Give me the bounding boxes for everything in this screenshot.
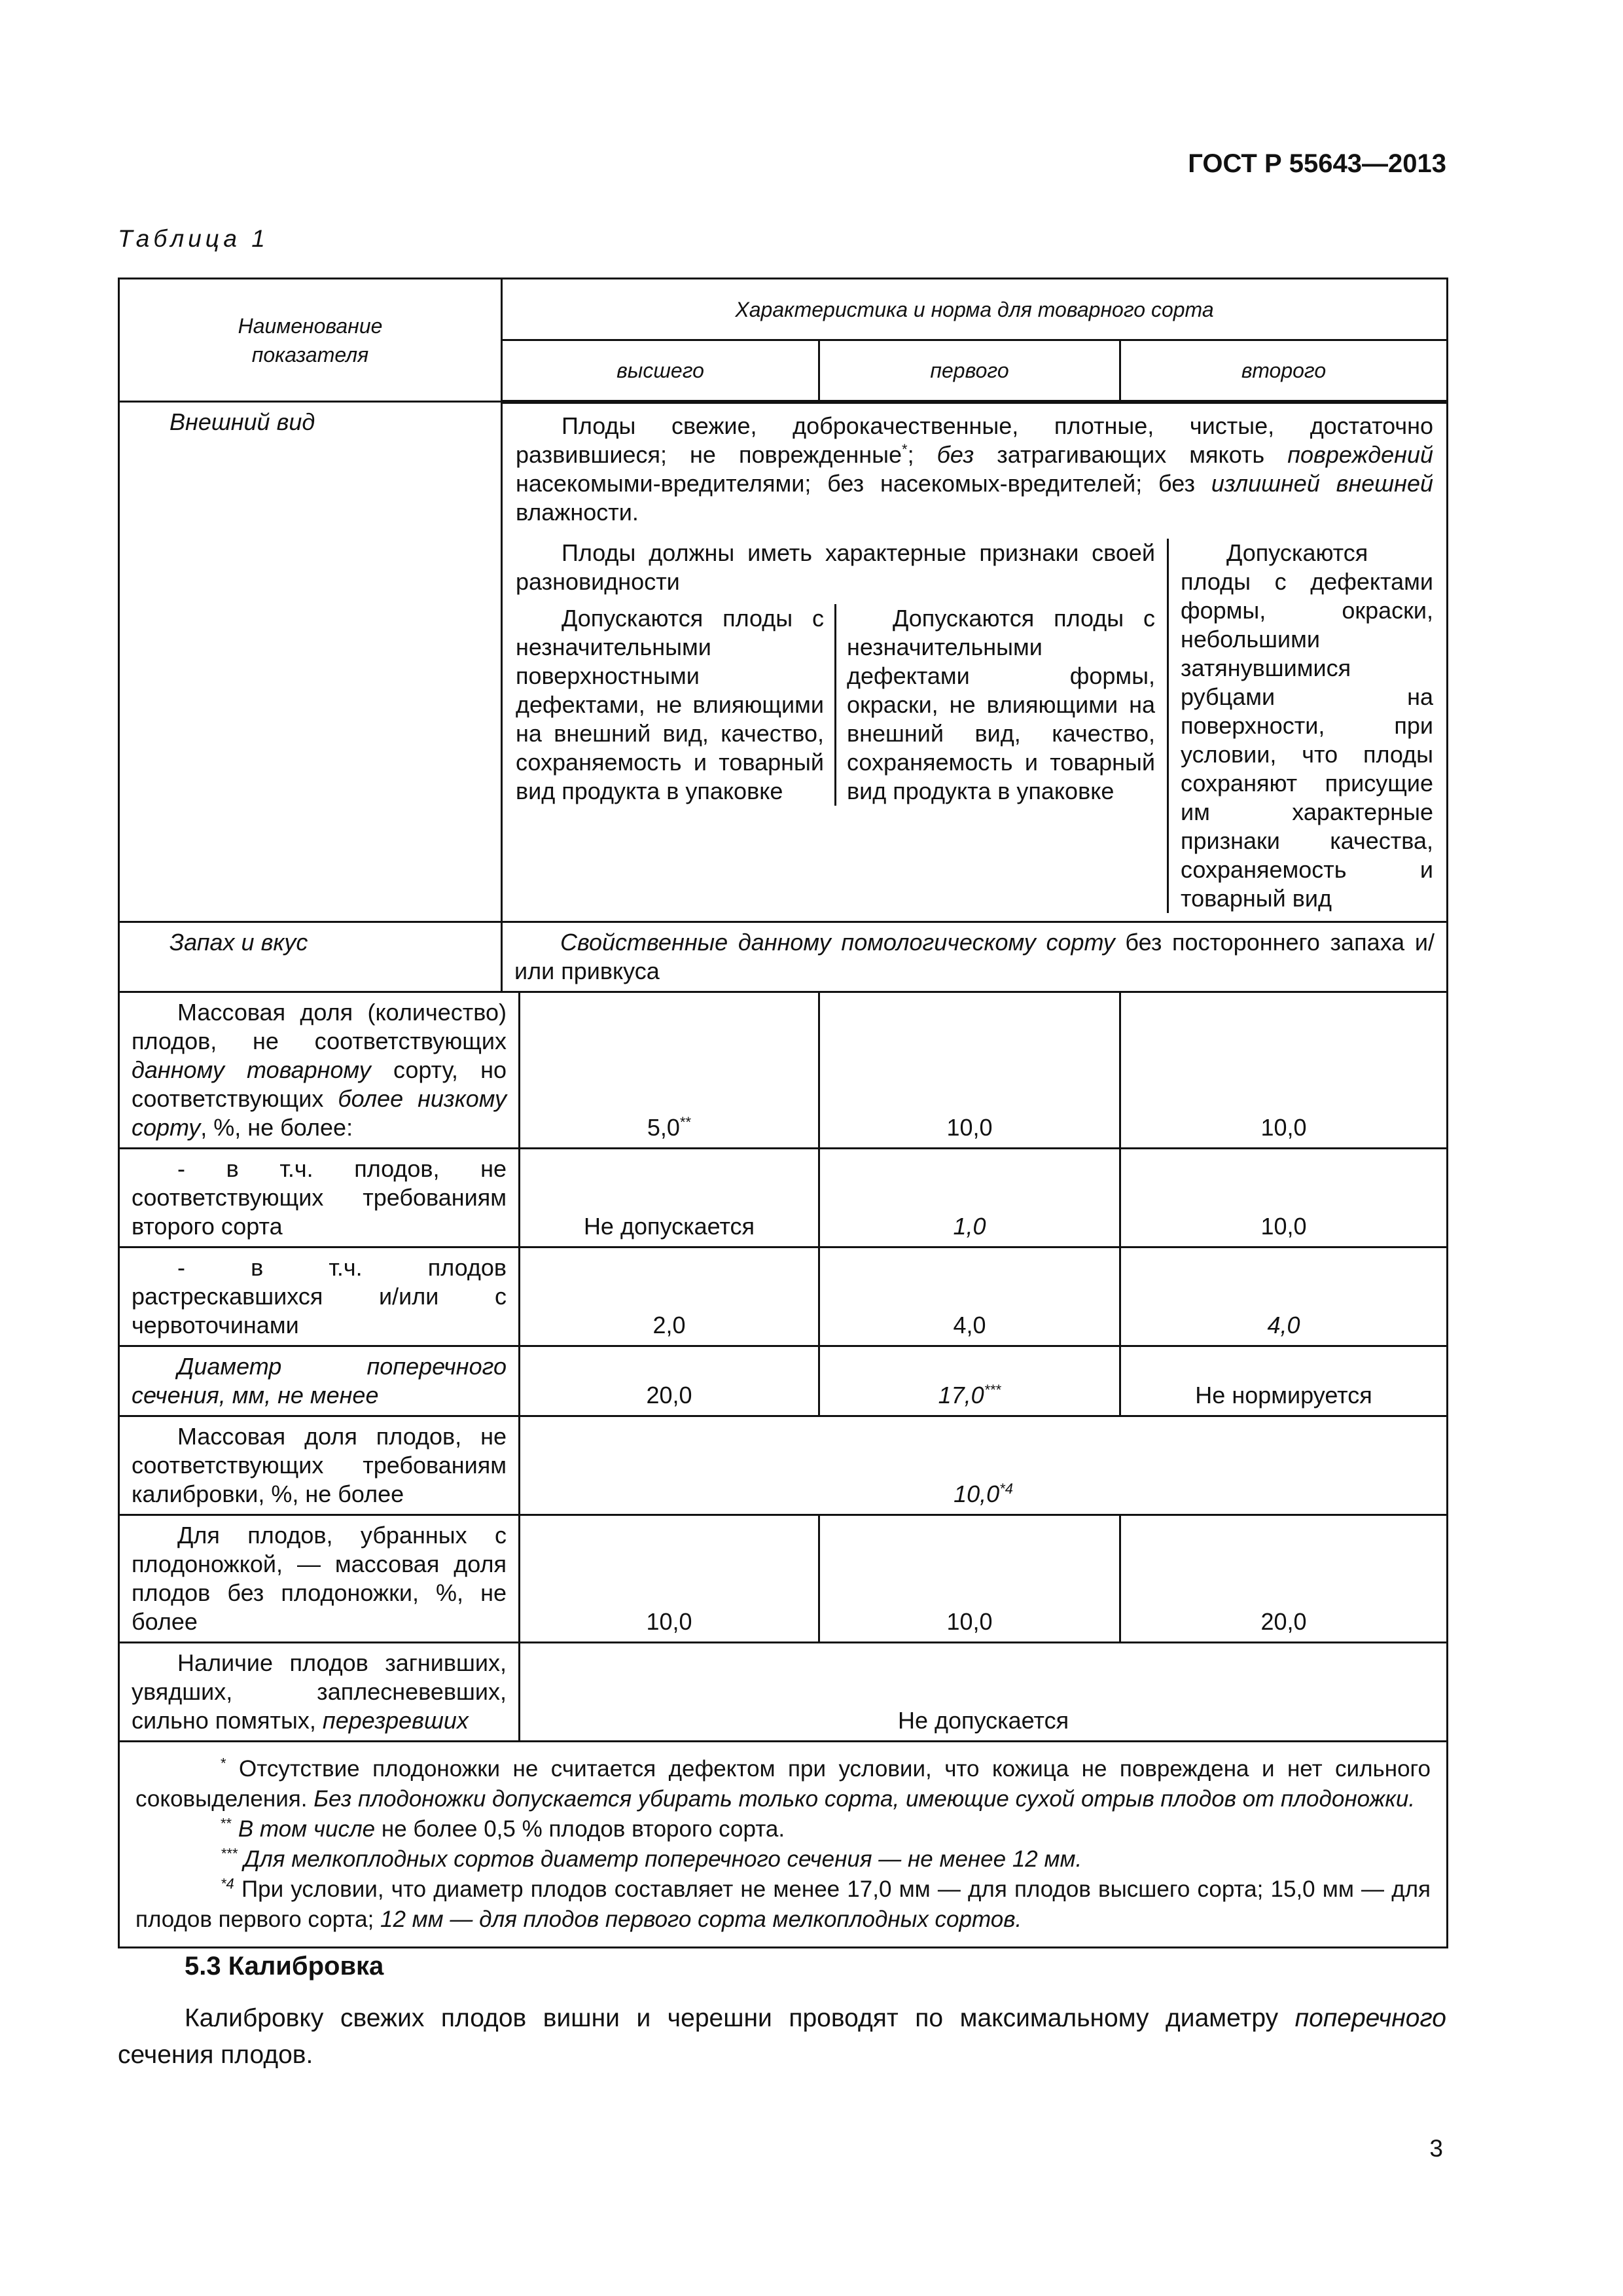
row-mass-share-sub2 [119, 1247, 1448, 1346]
stalk-second: 20,0 [1120, 1515, 1448, 1642]
quality-table [118, 278, 1448, 1948]
row-name-mass-share: Массовая доля (количество) плодов, не соответствующих данному товарному сорту, но соответствующих более низкому сорту, %, не более: [119, 992, 520, 1148]
appearance-values [502, 402, 1448, 922]
appearance-common-text: Плоды свежие, доброкачественные, плотные, чистые, достаточно развившиеся; не поврежденные*; без затрагивающих мякоть повреждений насекомыми-вредителями; без насекомых-вредителей; без излишней внешней влажности. [516, 412, 1434, 526]
section-title: 5.3 Калибровка [185, 1952, 384, 1981]
row-mass-share [119, 992, 1448, 1148]
section-text: Калибровку свежих плодов вишни и черешни проводят по максимальному диаметру поперечного сечения плодов. [118, 2004, 1446, 2069]
table-caption: Таблица 1 [118, 225, 269, 252]
diameter-first: 17,0*** [819, 1346, 1120, 1416]
appearance-grades12-common: Плоды должны иметь характерные признаки своей разновидности [516, 539, 1155, 595]
table-header-row-1 [119, 279, 1448, 340]
stalk-first: 10,0 [819, 1515, 1120, 1642]
sub1-second: 10,0 [1120, 1148, 1448, 1247]
appearance-grade-split [516, 539, 1433, 913]
row-name-stalk: Для плодов, убранных с плодоножкой, — массовая доля плодов без плодоножки, %, не более [119, 1515, 520, 1642]
diameter-second: Не нормируется [1120, 1346, 1448, 1416]
footnote-3: *** Для мелкоплодных сортов диаметр поперечного сечения — не менее 12 мм. [221, 1844, 1082, 1872]
row-calibration [119, 1416, 1448, 1515]
page-number: 3 [1429, 2135, 1443, 2162]
row-name-sub2: - в т.ч. плодов растрескавшихся и/или с червоточинами [119, 1247, 520, 1346]
stalk-higher: 10,0 [520, 1515, 819, 1642]
sub1-first: 1,0 [819, 1148, 1120, 1247]
row-name-rotten: Наличие плодов загнивших, увядших, заплесневевших, сильно помятых, перезревших [119, 1642, 520, 1741]
row-footnotes [119, 1741, 1448, 1947]
col-group-header: Характеристика и норма для товарного сорта [502, 279, 1448, 340]
row-appearance [119, 402, 1448, 922]
table-footnotes [119, 1741, 1448, 1947]
col-name-header: Наименование показателя [119, 279, 502, 402]
mass-share-first: 10,0 [819, 992, 1120, 1148]
mass-share-higher: 5,0** [520, 992, 819, 1148]
row-name-smell: Запах и вкус [119, 922, 502, 992]
rotten-value: Не допускается [520, 1642, 1448, 1741]
grade-header-first: первого [819, 340, 1120, 402]
mass-share-second: 10,0 [1120, 992, 1448, 1148]
row-rotten [119, 1642, 1448, 1741]
row-smell [119, 922, 1448, 992]
smell-value: Свойственные данному помологическому сорту без постороннего запаха и/или привкуса [502, 922, 1448, 992]
sub2-higher: 2,0 [520, 1247, 819, 1346]
footnote-4: $^{*4}$ При условии, что диаметр плодов составляет не менее 17,0 мм — для плодов высшего сорта; 15,0 мм — для плодов первого сорта; 12 мм — для плодов первого сорта мелкоплодных сортов. [135, 1874, 1431, 1932]
sub1-higher: Не допускается [520, 1148, 819, 1247]
row-name-sub1: - в т.ч. плодов, не соответствующих требованиям второго сорта [119, 1148, 520, 1247]
appearance-first: Допускаются плоды с незначительными дефектами формы, окраски, не влияющими на внешний вид, качество, сохраняемость и товарный вид продукта в упаковке [847, 604, 1155, 804]
footnote-1: * Отсутствие плодоножки не считается дефектом при условии, что кожица не повреждена и нет сильного соковыделения. Без плодоножки допускается убирать только сорта, имеющие сухой отрыв плодов от плодоножки. [135, 1754, 1431, 1812]
row-mass-share-sub1 [119, 1148, 1448, 1247]
row-name-appearance: Внешний вид [119, 402, 502, 922]
sub2-first: 4,0 [819, 1247, 1120, 1346]
row-name-calibration: Массовая доля плодов, не соответствующих требованиям калибровки, %, не более [119, 1416, 520, 1515]
row-stalk [119, 1515, 1448, 1642]
row-diameter [119, 1346, 1448, 1416]
grade-header-higher: высшего [502, 340, 819, 402]
appearance-higher: Допускаются плоды с незначительными поверхностными дефектами, не влияющими на внешний вид, качество, сохраняемость и товарный вид продукта в упаковке [516, 604, 836, 806]
sub2-second: 4,0 [1120, 1247, 1448, 1346]
document-header-standard: ГОСТ Р 55643—2013 [1188, 149, 1446, 178]
calibration-value: 10,0$^{*4}$ [520, 1416, 1448, 1515]
appearance-second: Допускаются плоды с дефектами формы, окраски, небольшими затянувшимися рубцами на поверхности, при условии, что плоды сохраняют присущие им характерные признаки качества, сохраняемость и товарный вид [1181, 539, 1434, 912]
footnote-2: ** В том числе не более 0,5 % плодов второго сорта. [221, 1814, 785, 1842]
grade-header-second: второго [1120, 340, 1448, 402]
row-name-diameter: Диаметр поперечного сечения, мм, не менее [119, 1346, 520, 1416]
diameter-higher: 20,0 [520, 1346, 819, 1416]
